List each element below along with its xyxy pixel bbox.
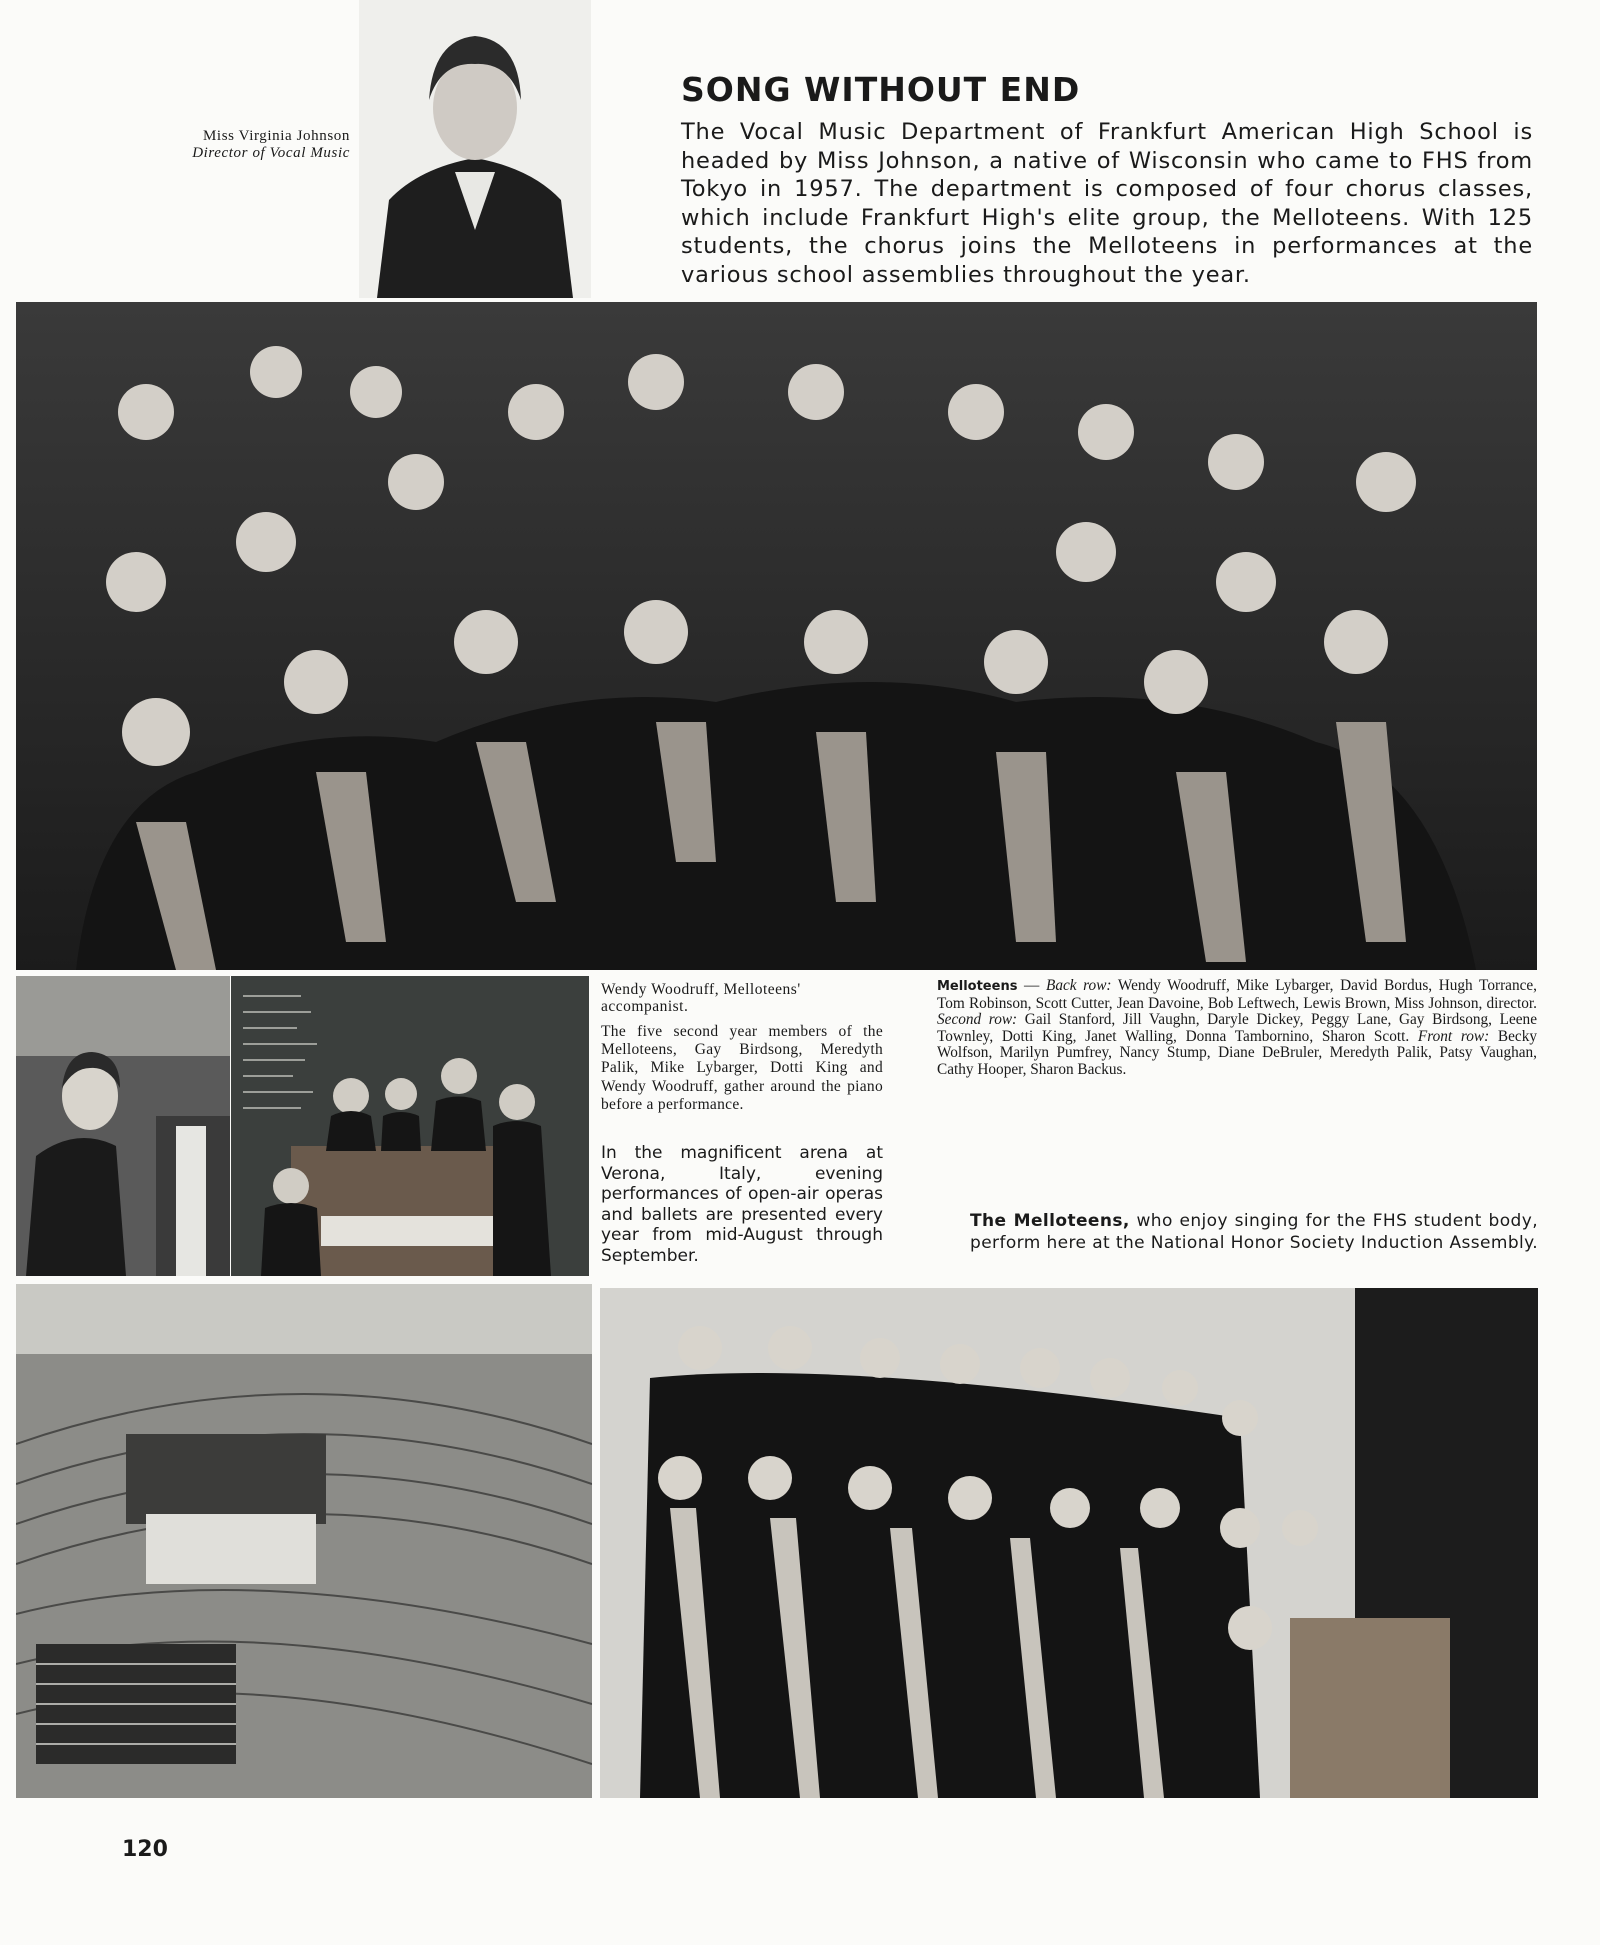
director-name: Miss Virginia Johnson (203, 128, 350, 144)
honor-society-assembly-photo (600, 1288, 1538, 1798)
verona-arena-photo (16, 1284, 592, 1798)
assembly-caption (970, 1211, 1538, 1254)
director-caption (138, 128, 350, 162)
accompanist-caption: Wendy Woodruff, Melloteens' accompanist. (601, 981, 801, 1015)
front-row-label: Front row: (1417, 1027, 1490, 1045)
roster-dash: — (1017, 977, 1046, 994)
second-year-caption: The five second year members of the Melloteens, Gay Birdsong, Meredyth Palik, Mike Lybarger, Dotti King and Wendy Woodruff, gather around the piano before a performance. (601, 1023, 883, 1113)
roster-lead: Melloteens (937, 979, 1018, 994)
page-title: SONG WITHOUT END (681, 70, 1081, 109)
front-row-names: Becky Wolfson, Marilyn Pumfrey, Nancy Stump, Diane DeBruler, Meredyth Palik, Patsy Vaughan, Cathy Hooper, Sharon Backus. (937, 1027, 1538, 1078)
verona-caption: In the magnificent arena at Verona, Italy, evening performances of open-air operas and ballets are presented every year from mid-August through September. (601, 1143, 883, 1266)
melloteens-roster-caption (937, 978, 1537, 1079)
director-title: Director of Vocal Music (192, 145, 350, 161)
second-year-members-photo (231, 976, 589, 1276)
director-portrait-photo (359, 0, 591, 298)
second-row-names: Gail Stanford, Jill Vaughn, Daryle Dickey, Peggy Lane, Gay Birdsong, Leene Townley, Dotti King, Janet Walling, Donna Tambornino, Sharon Scott. (937, 1011, 1537, 1045)
intro-paragraph: The Vocal Music Department of Frankfurt American High School is headed by Miss Johnson, a native of Wisconsin who came to FHS from Tokyo in 1957. The department is composed of four chorus classes, which include Frankfurt High's elite group, the Melloteens. With 125 students, the chorus joins the Melloteens in performances at the various school assemblies throughout the year. (681, 119, 1533, 288)
page-number: 120 (122, 1837, 168, 1862)
back-row-label: Back row: (1045, 977, 1112, 994)
assembly-lead: The Melloteens, (970, 1211, 1130, 1231)
assembly-text: who enjoy singing for the FHS student body, perform here at the National Honor Society Induction Assembly. (970, 1211, 1539, 1253)
second-row-label: Second row: (937, 1011, 1018, 1029)
melloteens-group-photo (16, 302, 1537, 970)
back-row-names: Wendy Woodruff, Mike Lybarger, David Bordus, Hugh Torrance, Tom Robinson, Scott Cutter, Jean Davoine, Bob Leftwech, Lewis Brown, Miss Johnson, director. (937, 977, 1538, 1012)
accompanist-piano-photo (16, 976, 230, 1276)
